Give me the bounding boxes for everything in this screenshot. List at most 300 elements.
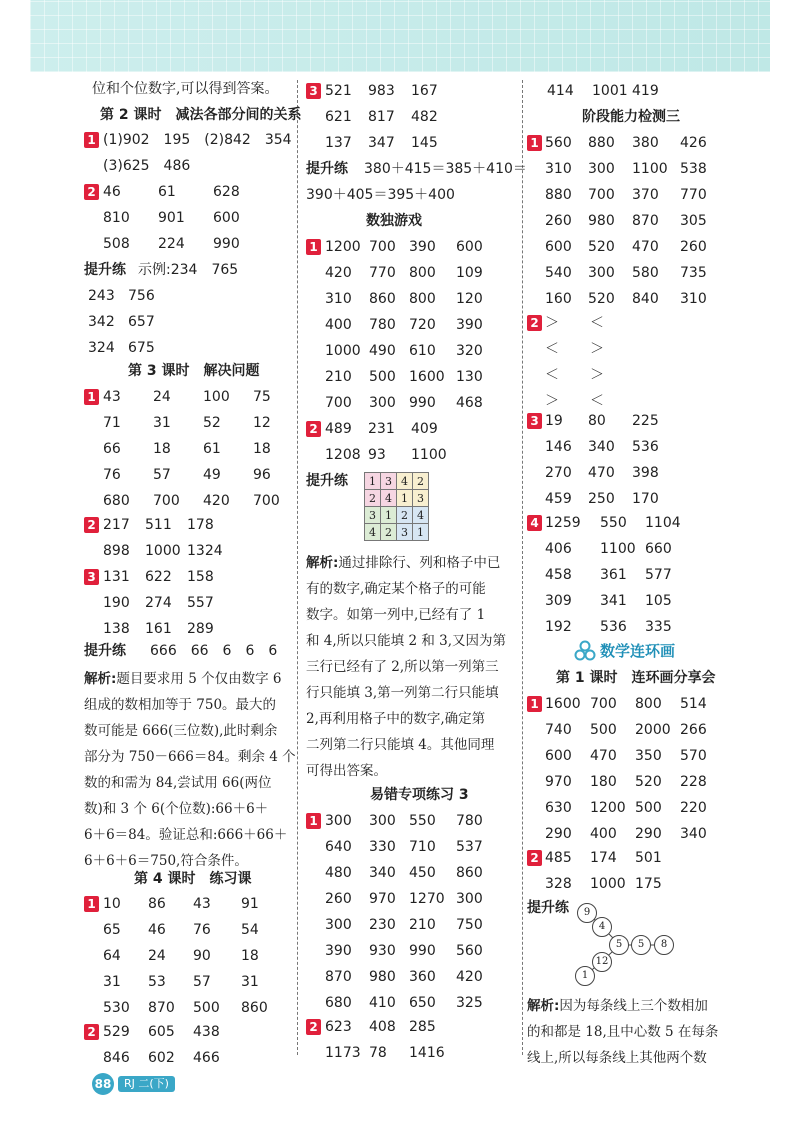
answer-cell: 770	[680, 187, 707, 203]
comparison-cell: ＜	[590, 393, 604, 409]
answer-cell: 468	[456, 395, 483, 411]
answer-cell: 870	[632, 213, 659, 229]
answer-cell: 340	[588, 439, 615, 455]
answer-cell: 324	[88, 340, 115, 356]
answer-cell: 86	[148, 896, 166, 912]
answer-cell: 983	[368, 83, 395, 99]
answer-cell: 1270	[409, 891, 445, 907]
answer-cell: 780	[456, 813, 483, 829]
answer-cell: 426	[680, 135, 707, 151]
answer-cell: 93	[368, 447, 386, 463]
answer-cell: 700	[325, 395, 352, 411]
question-number-badge: 2	[84, 184, 99, 200]
answer-cell: 137	[325, 135, 352, 151]
section-title: 易错专项练习 3	[370, 787, 469, 803]
answer-cell: 538	[680, 161, 707, 177]
sudoku-cell: 3	[397, 524, 413, 541]
answer-cell: 342	[88, 314, 115, 330]
comparison-cell: ＞	[590, 367, 604, 383]
answer-cell: 521	[325, 83, 352, 99]
question-number-badge: 1	[84, 132, 99, 148]
answer-cell: 500	[590, 722, 617, 738]
comparison-cell: ＜	[545, 341, 559, 357]
answer-cell: 57	[193, 974, 211, 990]
analysis-line: 部分为 750－666＝84。剩余 4 个	[84, 749, 296, 765]
answer-cell: 217	[103, 517, 130, 533]
answer-cell: 18	[153, 441, 171, 457]
answer-cell: 80	[588, 413, 606, 429]
sudoku-cell: 1	[397, 490, 413, 507]
answer-cell: 270	[545, 465, 572, 481]
answer-cell: 328	[545, 876, 572, 892]
answer-cell: 800	[409, 291, 436, 307]
lesson-title: 第 2 课时 减法各部分间的关系	[100, 107, 302, 123]
question-number-badge: 2	[527, 850, 542, 866]
question-number-badge: 3	[306, 83, 321, 99]
answer-cell: 174	[590, 850, 617, 866]
answer-cell: 158	[187, 569, 214, 585]
answer-cell: 580	[632, 265, 659, 281]
sudoku-cell: 4	[397, 473, 413, 490]
answer-cell: 756	[128, 288, 155, 304]
answer-cell: 91	[241, 896, 259, 912]
answer-cell: 508	[103, 236, 130, 252]
answer-line: (3)625 486	[103, 158, 191, 174]
answer-cell: 1600	[409, 369, 445, 385]
answer-cell: 550	[409, 813, 436, 829]
answer-cell: 602	[148, 1050, 175, 1066]
answer-cell: 210	[409, 917, 436, 933]
answer-cell: 520	[635, 774, 662, 790]
answer-cell: 1001	[592, 83, 628, 99]
section-title: 数学连环画	[600, 642, 676, 660]
answer-cell: 420	[456, 969, 483, 985]
comparison-cell: ＞	[545, 393, 559, 409]
analysis-line: 可得出答案。	[306, 763, 387, 779]
answer-cell: 650	[409, 995, 436, 1011]
answer-cell: 536	[632, 439, 659, 455]
analysis-line: 解析:通过排除行、列和格子中已	[306, 555, 501, 571]
answer-cell: 350	[635, 748, 662, 764]
answer-cell: 231	[368, 421, 395, 437]
answer-cell: 230	[369, 917, 396, 933]
answer-cell: 300	[456, 891, 483, 907]
answer-cell: 485	[545, 850, 572, 866]
question-number-badge: 3	[527, 413, 542, 429]
answer-cell: 930	[369, 943, 396, 959]
answer-cell: 71	[103, 415, 121, 431]
question-number-badge: 1	[84, 896, 99, 912]
answer-cell: 400	[325, 317, 352, 333]
answer-cell: 514	[680, 696, 707, 712]
comparison-cell: ＞	[545, 315, 559, 331]
header-banner	[30, 0, 770, 72]
answer-cell: 1000	[145, 543, 181, 559]
answer-cell: 537	[456, 839, 483, 855]
answer-cell: 410	[369, 995, 396, 1011]
analysis-line: 的和都是 18,且中心数 5 在每条	[527, 1024, 719, 1040]
answer-cell: 520	[588, 239, 615, 255]
answer-cell: 78	[369, 1045, 387, 1061]
answer-cell: 840	[632, 291, 659, 307]
answer-cell: 305	[680, 213, 707, 229]
sudoku-cell: 2	[397, 507, 413, 524]
answer-cell: 630	[545, 800, 572, 816]
section-icon	[574, 640, 596, 662]
answer-cell: 600	[545, 239, 572, 255]
answer-cell: 18	[241, 948, 259, 964]
answer-cell: 1259	[545, 515, 581, 531]
answer-cell: 192	[545, 619, 572, 635]
question-number-badge: 1	[306, 239, 321, 255]
question-number-badge: 2	[84, 1024, 99, 1040]
analysis-label: 解析:	[84, 671, 117, 687]
answer-cell: 31	[241, 974, 259, 990]
answer-cell: 490	[369, 343, 396, 359]
answer-line: (1)902 195 (2)842 354	[103, 132, 292, 148]
answer-cell: 24	[153, 389, 171, 405]
answer-cell: 600	[213, 210, 240, 226]
analysis-line: 线上,所以每条线上其他两个数	[527, 1050, 707, 1066]
answer-cell: 1600	[545, 696, 581, 712]
answer-cell: 161	[145, 621, 172, 637]
number-circle: 9	[577, 903, 597, 923]
analysis-line: 6＋6＋6＝750,符合条件。	[84, 853, 248, 869]
question-number-badge: 1	[527, 696, 542, 712]
sudoku-grid	[364, 472, 429, 541]
answer-cell: 19	[545, 413, 563, 429]
sudoku-cell: 1	[365, 473, 381, 490]
answer-cell: 860	[456, 865, 483, 881]
answer-cell: 285	[409, 1019, 436, 1035]
answer-cell: 260	[325, 891, 352, 907]
number-circle: 12	[592, 952, 612, 972]
answer-cell: 105	[645, 593, 672, 609]
answer-cell: 10	[103, 896, 121, 912]
answer-cell: 557	[187, 595, 214, 611]
answer-cell: 310	[680, 291, 707, 307]
answer-cell: 370	[632, 187, 659, 203]
answer-cell: 145	[411, 135, 438, 151]
answer-cell: 49	[203, 467, 221, 483]
answer-cell: 260	[680, 239, 707, 255]
answer-cell: 880	[545, 187, 572, 203]
answer-cell: 675	[128, 340, 155, 356]
answer-cell: 243	[88, 288, 115, 304]
answer-cell: 289	[187, 621, 214, 637]
answer-cell: 470	[588, 465, 615, 481]
sudoku-cell: 2	[413, 473, 429, 490]
answer-cell: 390	[325, 943, 352, 959]
answer-cell: 740	[545, 722, 572, 738]
answer-cell: 898	[103, 543, 130, 559]
sudoku-cell: 2	[381, 524, 397, 541]
answer-cell: 660	[645, 541, 672, 557]
analysis-line: 6＋6＝84。验证总和:666＋66＋	[84, 827, 288, 843]
answer-cell: 605	[148, 1024, 175, 1040]
answer-cell: 380	[632, 135, 659, 151]
answer-cell: 570	[680, 748, 707, 764]
number-circle: 8	[654, 935, 674, 955]
answer-cell: 700	[253, 493, 280, 509]
answer-cell: 700	[369, 239, 396, 255]
answer-cell: 120	[456, 291, 483, 307]
answer-cell: 130	[456, 369, 483, 385]
answer-cell: 178	[187, 517, 214, 533]
tishenglian-label: 提升练	[306, 161, 348, 177]
answer-cell: 109	[456, 265, 483, 281]
answer-cell: 458	[545, 567, 572, 583]
answer-cell: 398	[632, 465, 659, 481]
answer-cell: 450	[409, 865, 436, 881]
sudoku-cell: 1	[413, 524, 429, 541]
answer-cell: 621	[325, 109, 352, 125]
sudoku-cell: 3	[413, 490, 429, 507]
answer-cell: 600	[545, 748, 572, 764]
answer-cell: 680	[103, 493, 130, 509]
answer-cell: 170	[632, 491, 659, 507]
answer-cell: 360	[409, 969, 436, 985]
column-divider-right	[522, 80, 523, 1055]
sudoku-cell: 4	[413, 507, 429, 524]
answer-cell: 406	[545, 541, 572, 557]
answer-cell: 274	[145, 595, 172, 611]
answer-cell: 489	[325, 421, 352, 437]
answer-cell: 419	[632, 83, 659, 99]
answer-cell: 24	[148, 948, 166, 964]
answer-cell: 770	[369, 265, 396, 281]
answer-cell: 710	[409, 839, 436, 855]
answer-cell: 18	[253, 441, 271, 457]
answer-cell: 1000	[590, 876, 626, 892]
answer-cell: 300	[588, 265, 615, 281]
answer-cell: 700	[153, 493, 180, 509]
answer-cell: 870	[325, 969, 352, 985]
answer-cell: 408	[369, 1019, 396, 1035]
answer-line: 示例:234 765	[138, 262, 239, 278]
answer-cell: 901	[158, 210, 185, 226]
answer-cell: 980	[588, 213, 615, 229]
analysis-line: 2,再利用格子中的数字,确定第	[306, 711, 486, 727]
answer-cell: 290	[545, 826, 572, 842]
analysis-line: 数可能是 666(三位数),此时剩余	[84, 723, 278, 739]
answer-cell: 1416	[409, 1045, 445, 1061]
answer-cell: 860	[369, 291, 396, 307]
question-number-badge: 2	[306, 421, 321, 437]
answer-cell: 466	[193, 1050, 220, 1066]
answer-cell: 325	[456, 995, 483, 1011]
answer-cell: 290	[635, 826, 662, 842]
answer-cell: 1200	[590, 800, 626, 816]
answer-cell: 970	[545, 774, 572, 790]
answer-cell: 300	[325, 813, 352, 829]
question-number-badge: 1	[527, 135, 542, 151]
answer-cell: 540	[545, 265, 572, 281]
answer-cell: 735	[680, 265, 707, 281]
answer-cell: 420	[203, 493, 230, 509]
answer-cell: 225	[632, 413, 659, 429]
sudoku-cell: 4	[381, 490, 397, 507]
question-number-badge: 2	[84, 517, 99, 533]
answer-cell: 180	[590, 774, 617, 790]
answer-cell: 260	[545, 213, 572, 229]
analysis-line: 有的数字,确定某个格子的可能	[306, 581, 486, 597]
tishenglian-label: 提升练	[84, 643, 126, 659]
answer-cell: 1208	[325, 447, 361, 463]
answer-cell: 980	[369, 969, 396, 985]
question-number-badge: 2	[306, 1019, 321, 1035]
answer-cell: 300	[369, 395, 396, 411]
answer-cell: 46	[148, 922, 166, 938]
answer-cell: 1100	[632, 161, 668, 177]
section-title: 阶段能力检测三	[582, 109, 680, 125]
answer-cell: 46	[103, 184, 121, 200]
answer-cell: 146	[545, 439, 572, 455]
answer-cell: 300	[325, 917, 352, 933]
analysis-line: 行只能填 3,第一列第二行只能填	[306, 685, 499, 701]
book-label: RJ 二(下)	[118, 1076, 175, 1092]
answer-cell: 500	[369, 369, 396, 385]
question-number-badge: 1	[306, 813, 321, 829]
answer-cell: 2000	[635, 722, 671, 738]
answer-cell: 530	[103, 1000, 130, 1016]
answer-cell: 1100	[600, 541, 636, 557]
answer-cell: 210	[325, 369, 352, 385]
answer-cell: 64	[103, 948, 121, 964]
sudoku-cell: 2	[365, 490, 381, 507]
sudoku-cell: 4	[365, 524, 381, 541]
number-circle: 5	[631, 935, 651, 955]
answer-cell: 622	[145, 569, 172, 585]
answer-cell: 610	[409, 343, 436, 359]
answer-cell: 54	[241, 922, 259, 938]
answer-cell: 800	[635, 696, 662, 712]
answer-cell: 340	[680, 826, 707, 842]
answer-cell: 536	[600, 619, 627, 635]
answer-cell: 309	[545, 593, 572, 609]
answer-cell: 1173	[325, 1045, 361, 1061]
analysis-line: 解析:题目要求用 5 个仅由数字 6	[84, 671, 282, 687]
answer-cell: 511	[145, 517, 172, 533]
answer-cell: 990	[409, 395, 436, 411]
answer-cell: 860	[241, 1000, 268, 1016]
answer-line: 666 66 6 6 6	[150, 643, 278, 659]
answer-cell: 43	[103, 389, 121, 405]
tishenglian-label: 提升练	[306, 473, 348, 489]
answer-cell: 57	[153, 467, 171, 483]
answer-cell: 657	[128, 314, 155, 330]
answer-cell: 300	[588, 161, 615, 177]
answer-cell: 680	[325, 995, 352, 1011]
answer-cell: 870	[148, 1000, 175, 1016]
answer-cell: 390	[409, 239, 436, 255]
answer-cell: 500	[635, 800, 662, 816]
answer-cell: 560	[545, 135, 572, 151]
answer-cell: 335	[645, 619, 672, 635]
answer-cell: 500	[193, 1000, 220, 1016]
answer-cell: 31	[153, 415, 171, 431]
number-circle: 5	[609, 935, 629, 955]
answer-cell: 501	[635, 850, 662, 866]
lesson-title: 第 1 课时 连环画分享会	[556, 670, 716, 686]
analysis-line: 数字。如第一列中,已经有了 1	[306, 607, 486, 623]
answer-cell: 560	[456, 943, 483, 959]
answer-cell: 640	[325, 839, 352, 855]
answer-cell: 61	[203, 441, 221, 457]
analysis-label: 解析:	[527, 998, 560, 1014]
answer-cell: 400	[590, 826, 617, 842]
answer-cell: 90	[193, 948, 211, 964]
answer-cell: 438	[193, 1024, 220, 1040]
column-divider-left	[297, 80, 298, 1055]
answer-cell: 990	[213, 236, 240, 252]
answer-cell: 990	[409, 943, 436, 959]
answer-cell: 880	[588, 135, 615, 151]
answer-cell: 228	[680, 774, 707, 790]
answer-cell: 65	[103, 922, 121, 938]
answer-cell: 300	[369, 813, 396, 829]
answer-cell: 96	[253, 467, 271, 483]
answer-cell: 520	[588, 291, 615, 307]
answer-cell: 390	[456, 317, 483, 333]
answer-cell: 131	[103, 569, 130, 585]
comparison-cell: ＜	[590, 315, 604, 331]
answer-cell: 810	[103, 210, 130, 226]
question-number-badge: 2	[527, 315, 542, 331]
analysis-line: 解析:因为每条线上三个数相加	[527, 998, 708, 1014]
answer-cell: 266	[680, 722, 707, 738]
answer-cell: 76	[103, 467, 121, 483]
answer-cell: 817	[368, 109, 395, 125]
tishenglian-label: 提升练	[527, 900, 569, 916]
answer-cell: 66	[103, 441, 121, 457]
answer-cell: 470	[590, 748, 617, 764]
comparison-cell: ＞	[590, 341, 604, 357]
answer-cell: 100	[203, 389, 230, 405]
answer-cell: 330	[369, 839, 396, 855]
analysis-line: 二列第二行只能填 4。其他同理	[306, 737, 495, 753]
answer-cell: 550	[600, 515, 627, 531]
lesson-title: 第 3 课时 解决问题	[128, 363, 260, 379]
analysis-line: 数的和需为 84,尝试用 66(两位	[84, 775, 272, 791]
answer-cell: 700	[588, 187, 615, 203]
answer-cell: 220	[680, 800, 707, 816]
answer-cell: 470	[632, 239, 659, 255]
answer-cell: 577	[645, 567, 672, 583]
answer-cell: 347	[368, 135, 395, 151]
question-number-badge: 3	[84, 569, 99, 585]
analysis-line: 组成的数相加等于 750。最大的	[84, 697, 277, 713]
analysis-line: 数)和 3 个 6(个位数):66＋6＋	[84, 801, 269, 817]
number-circle: 1	[575, 966, 595, 986]
intro-line: 位和个位数字,可以得到答案。	[92, 81, 279, 97]
answer-cell: 1104	[645, 515, 681, 531]
comparison-cell: ＜	[545, 367, 559, 383]
answer-cell: 310	[545, 161, 572, 177]
answer-cell: 1324	[187, 543, 223, 559]
answer-cell: 361	[600, 567, 627, 583]
answer-cell: 420	[325, 265, 352, 281]
answer-cell: 160	[545, 291, 572, 307]
page-number: 88	[92, 1073, 114, 1095]
answer-cell: 482	[411, 109, 438, 125]
answer-cell: 190	[103, 595, 130, 611]
answer-cell: 224	[158, 236, 185, 252]
answer-cell: 175	[635, 876, 662, 892]
answer-cell: 970	[369, 891, 396, 907]
answer-cell: 1100	[411, 447, 447, 463]
question-number-badge: 4	[527, 515, 542, 531]
